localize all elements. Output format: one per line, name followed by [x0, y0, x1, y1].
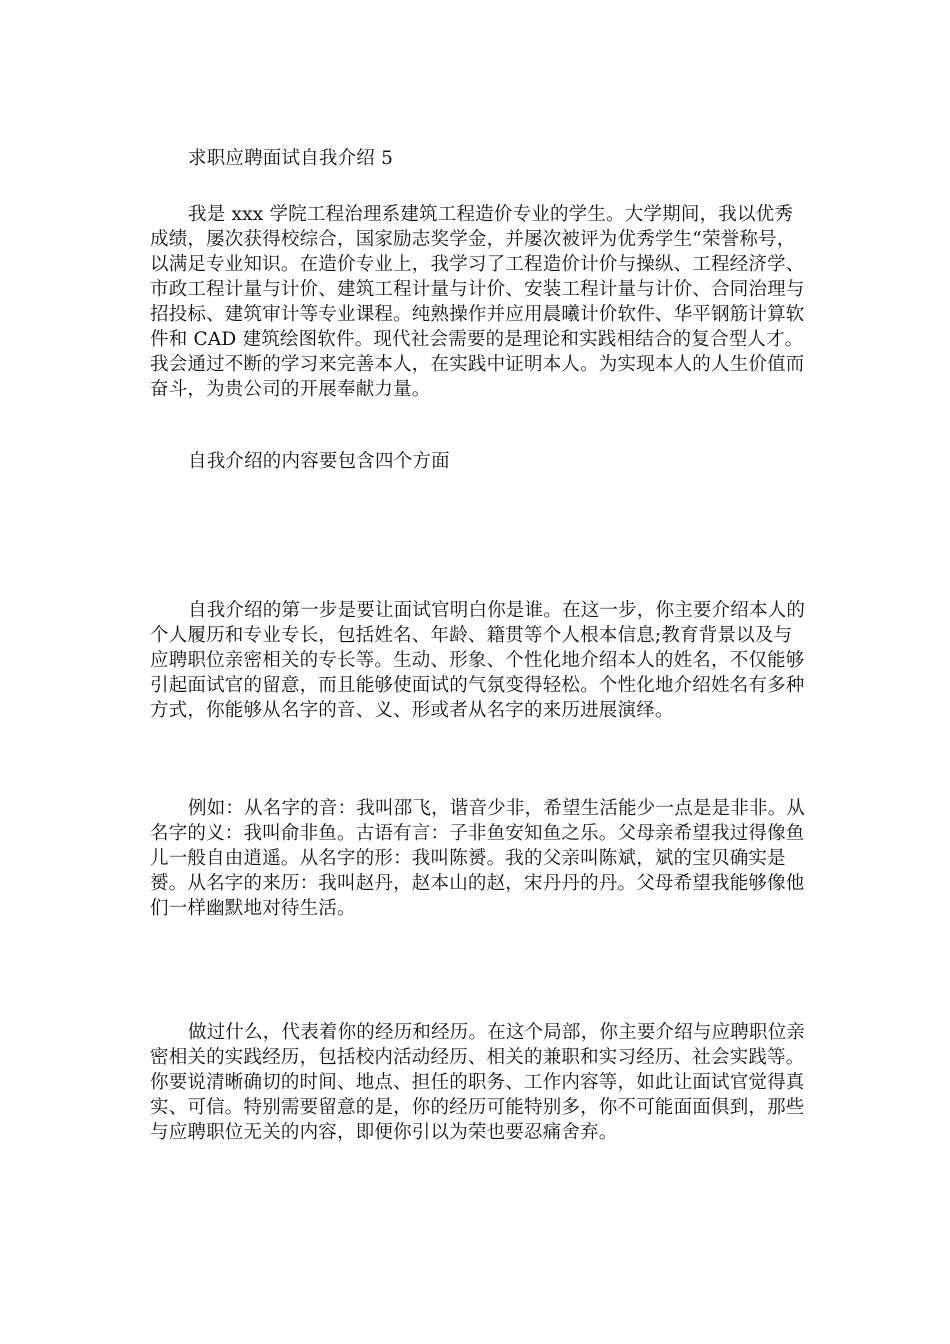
document-title: 求职应聘面试自我介绍 5 [188, 148, 394, 169]
paragraph-experience: 做过什么，代表着你的经历和经历。在这个局部，你主要介绍与应聘职位亲密相关的实践经历，包括校内活动经历、相关的兼职和实习经历、社会实践等。你要说清晰确切的时间、地点、担任的职务、工作内容等，如此让面试官觉得真实、可信。特别需要留意的是，你的经历可能特别多，你不可能面面俱到，那些与应聘职位无关的内容，即便你引以为荣也要忍痛舍弃。 [150, 1022, 806, 1143]
section-subheading: 自我介绍的内容要包含四个方面 [188, 451, 450, 472]
paragraph-name-examples: 例如：从名字的音：我叫邵飞，谐音少非，希望生活能少一点是是非非。从名字的义：我叫俞非鱼。古语有言：子非鱼安知鱼之乐。父母亲希望我过得像鱼儿一般自由逍遥。从名字的形：我叫陈赟。我的父亲叫陈斌，斌的宝贝确实是赟。从名字的来历：我叫赵丹，赵本山的赵，宋丹丹的丹。父母希望我能够像他们一样幽默地对待生活。 [150, 798, 806, 919]
paragraph-step-one: 自我介绍的第一步是要让面试官明白你是谁。在这一步，你主要介绍本人的个人履历和专业专长，包括姓名、年龄、籍贯等个人根本信息;教育背景以及与应聘职位亲密相关的专长等。生动、形象、个性化地介绍本人的姓名，不仅能够引起面试官的留意，而且能够使面试的气氛变得轻松。个性化地介绍姓名有多种方式，你能够从名字的音、义、形或者从名字的来历进展演绎。 [150, 600, 806, 721]
paragraph-intro: 我是 xxx 学院工程治理系建筑工程造价专业的学生。大学期间，我以优秀成绩，屡次获得校综合，国家励志奖学金，并屡次被评为优秀学生“荣誉称号，以满足专业知识。在造价专业上，我学习了工程造价计价与操纵、工程经济学、市政工程计量与计价、建筑工程计量与计价、安装工程计量与计价、合同治理与招投标、建筑审计等专业课程。纯熟操作并应用晨曦计价软件、华平钢筋计算软件和 CAD 建筑绘图软件。现代社会需要的是理论和实践相结合的复合型人才。我会通过不断的学习来完善本人，在实践中证明本人。为实现本人的人生价值而奋斗，为贵公司的开展奉献力量。 [150, 204, 805, 400]
